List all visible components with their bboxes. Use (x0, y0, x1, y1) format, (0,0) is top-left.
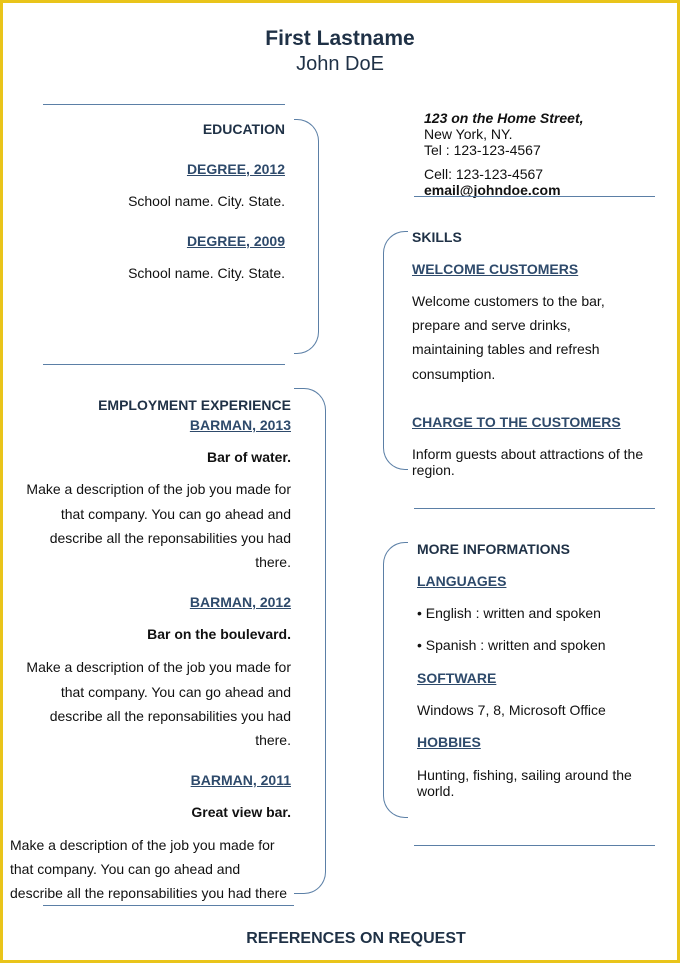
education-school-2: School name. City. State. (128, 265, 285, 281)
job-2-desc-line: describe all the reponsabilities you had (49, 708, 291, 724)
job-3-place: Great view bar. (191, 804, 291, 820)
skill-1-line: maintaining tables and refresh (412, 341, 600, 357)
more-bracket (383, 542, 408, 818)
skill-1-line: prepare and serve drinks, (412, 317, 571, 333)
education-title: EDUCATION (202, 121, 285, 137)
skills-title: SKILLS (412, 229, 462, 245)
more-title: MORE INFORMATIONS (417, 541, 570, 557)
divider-employment (43, 905, 294, 906)
full-name: First Lastname (265, 27, 415, 50)
job-1-title: BARMAN, 2013 (189, 417, 291, 433)
skill-2-line: region. (412, 462, 455, 478)
language-item: • English : written and spoken (417, 605, 601, 621)
job-1-desc-line: Make a description of the job you made for (26, 481, 291, 497)
contact-email: email@johndoe.com (424, 182, 561, 198)
divider-education-top (43, 104, 285, 105)
employment-bracket (294, 388, 326, 894)
job-3-desc-line: Make a description of the job you made for (10, 837, 275, 853)
skill-1-title: WELCOME CUSTOMERS (412, 261, 579, 277)
divider-more (414, 845, 655, 846)
job-2-title: BARMAN, 2012 (189, 594, 291, 610)
skills-bracket (383, 231, 408, 470)
job-3-desc-line: that company. You can go ahead and (10, 861, 241, 877)
hobbies-line: world. (417, 783, 455, 799)
software-text: Windows 7, 8, Microsoft Office (417, 702, 606, 718)
skill-1-line: consumption. (412, 366, 496, 382)
job-1-desc-line: describe all the reponsabilities you had (49, 530, 291, 546)
education-degree-1: DEGREE, 2012 (186, 161, 285, 177)
employment-title: EMPLOYMENT EXPERIENCE (98, 397, 291, 413)
divider-education-bottom (43, 364, 285, 365)
contact-tel: Tel : 123-123-4567 (424, 142, 541, 158)
sub-name: John DoE (296, 53, 384, 75)
contact-cell: Cell: 123-123-4567 (424, 166, 544, 182)
divider-contact (414, 196, 655, 197)
divider-skills (414, 508, 655, 509)
contact-street: 123 on the Home Street, (424, 110, 584, 126)
education-degree-2: DEGREE, 2009 (186, 233, 285, 249)
job-3-title: BARMAN, 2011 (190, 772, 291, 788)
language-item: • Spanish : written and spoken (417, 637, 606, 653)
job-2-desc-line: that company. You can go ahead and (60, 684, 291, 700)
contact-city: New York, NY. (424, 126, 513, 142)
job-2-desc-line: Make a description of the job you made for (26, 659, 291, 675)
references-footer: REFERENCES ON REQUEST (246, 930, 466, 947)
skill-2-title: CHARGE TO THE CUSTOMERS (412, 414, 621, 430)
job-3-desc-line: describe all the reponsabilities you had there (10, 885, 288, 901)
software-title: SOFTWARE (417, 670, 497, 686)
hobbies-line: Hunting, fishing, sailing around the (417, 767, 632, 783)
skill-2-line: Inform guests about attractions of the (412, 446, 644, 462)
education-bracket (294, 119, 319, 354)
job-1-desc-line: there. (255, 554, 291, 570)
job-1-place: Bar of water. (206, 449, 291, 465)
job-1-desc-line: that company. You can go ahead and (60, 506, 291, 522)
education-school-1: School name. City. State. (128, 193, 285, 209)
skill-1-line: Welcome customers to the bar, (412, 293, 605, 309)
hobbies-title: HOBBIES (417, 734, 481, 750)
job-2-desc-line: there. (255, 732, 291, 748)
languages-title: LANGUAGES (417, 573, 507, 589)
job-2-place: Bar on the boulevard. (147, 626, 291, 642)
